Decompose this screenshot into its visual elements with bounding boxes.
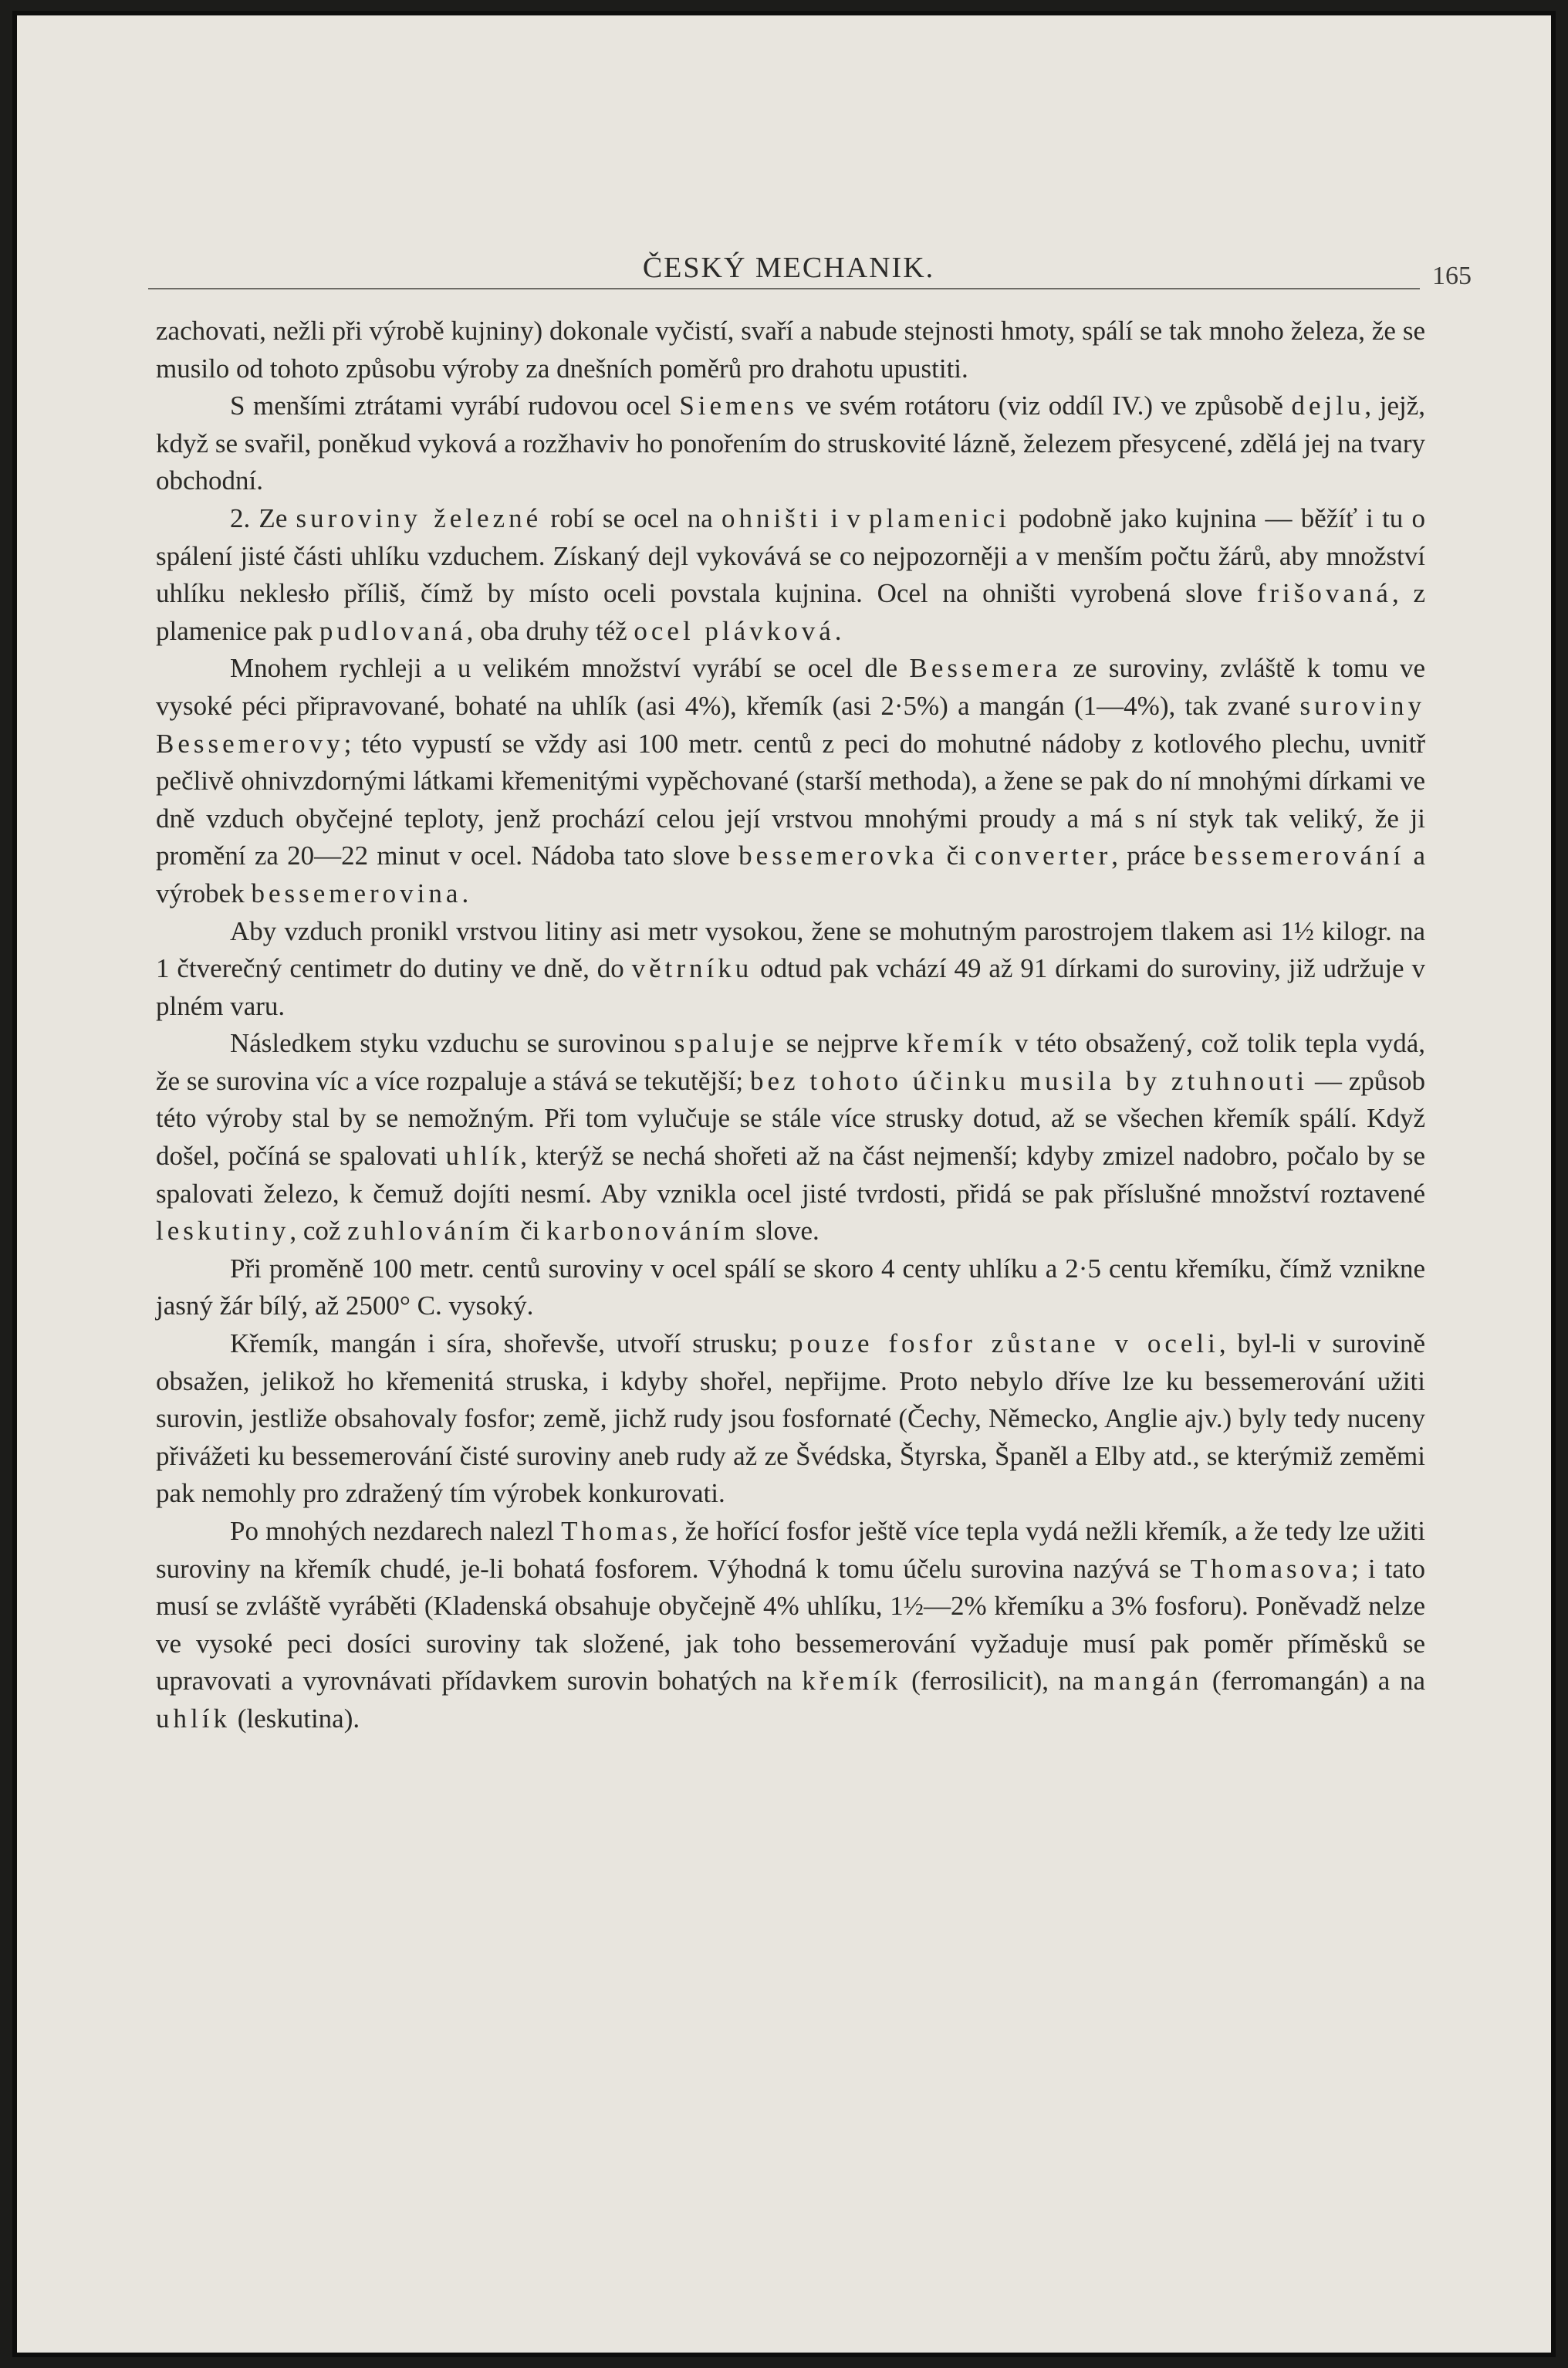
text-run: i v (822, 502, 870, 533)
text-run: . (834, 615, 842, 646)
emphasized-term: bessemerování (1194, 841, 1405, 871)
paragraph (156, 1025, 1425, 1250)
page-number: 165 (1432, 262, 1472, 290)
text-run: , že hořící fosfor ještě více tepla vydá nežli křemík, a že tedy lze užiti suroviny na křemík chudé, je-li bohatá fosforem. Výhodná k tomu účelu surovina nazývá se (156, 1516, 1425, 1584)
text-run: se nejprve (777, 1028, 907, 1059)
emphasized-term: zuhlováním (347, 1216, 514, 1247)
emphasized-term: pudlovaná (319, 615, 467, 646)
text-run: či (513, 1216, 547, 1247)
page-header (17, 251, 1560, 288)
emphasized-term: mangán (1093, 1666, 1203, 1697)
paragraph (156, 500, 1425, 650)
emphasized-term: křemík (802, 1666, 902, 1697)
paragraph (156, 1513, 1425, 1738)
paragraph (156, 313, 1425, 387)
body-text (156, 313, 1425, 1738)
emphasized-term: Siemens (679, 391, 798, 421)
emphasized-term: leskutiny (156, 1216, 290, 1247)
running-title: ČESKÝ MECHANIK. (642, 252, 935, 284)
emphasized-term: větrníku (631, 953, 753, 984)
text-run: , byl-li v surovině obsažen, jelikož ho křemenitá struska, i kdyby shořel, nepřijme. Proto nebylo dříve lze ku bessemerování užiti surovin, jestliže obsahovaly fosfor; země, jichž rudy jsou fosfornaté (Čechy, Německo, Anglie ajv.) byly tedy nuceny přivážeti ku bessemerování čisté suroviny aneb rudy až ze Švédska, Štyrska, Španěl a Elby atd., se kterýmiž zeměmi pak nemohly pro zdražený tím výrobek konkurovati. (156, 1328, 1425, 1509)
text-run: , oba druhy též (466, 615, 634, 646)
text-run: , z plamenice pak (156, 578, 1425, 646)
text-run: , kterýž se nechá shořeti až na část nejmenší; kdyby zmizel nadobro, počalo by se spalovati železo, k čemuž dojíti nesmí. Aby vznikla ocel jisté tvrdosti, přidá se pak příslušné množství roztavené (156, 1141, 1425, 1209)
book-page (12, 11, 1556, 2357)
emphasized-term: křemík (906, 1028, 1006, 1059)
paragraph (156, 913, 1425, 1026)
emphasized-term: bessemerovka (738, 841, 938, 871)
emphasized-term: suroviny Bessemerovy (156, 690, 1425, 759)
text-run: 2. Ze (230, 502, 296, 533)
emphasized-term: uhlík (156, 1703, 231, 1734)
emphasized-term: Bessemera (909, 653, 1062, 684)
text-run: , jejž, když se svařil, poněkud vyková a rozžhaviv ho ponořením do struskovité lázně, železem přesycené, zdělá jej na tvary obchodní. (156, 391, 1425, 496)
text-run: Mnohem rychleji a u velikém množství vyrábí se ocel dle (230, 653, 910, 684)
emphasized-term: pouze fosfor zůstane v oceli (789, 1328, 1219, 1359)
text-run: robí se ocel na (542, 502, 721, 533)
emphasized-term: suroviny železné (296, 502, 542, 533)
emphasized-term: dejlu (1291, 391, 1365, 421)
paragraph (156, 1250, 1425, 1325)
paragraph (156, 1325, 1425, 1513)
text-run: , což (289, 1216, 348, 1247)
text-run: Při proměně 100 metr. centů suroviny v ocel spálí se skoro 4 centy uhlíku a 2·5 centu křemíku, čímž vznikne jasný žár bílý, až 2500° C. vysoký. (156, 1253, 1425, 1321)
text-run: . (461, 878, 469, 908)
text-run: či (938, 841, 975, 871)
text-run: zachovati, nežli při výrobě kujniny) dokonale vyčistí, svaří a nabude stejnosti hmoty, spálí se tak mnoho železa, že se musilo od tohoto způsobu výroby za dnešních poměrů pro drahotu upustiti. (156, 316, 1425, 384)
text-run: a výrobek (156, 841, 1425, 908)
paragraph (156, 650, 1425, 912)
header-rule (148, 288, 1420, 289)
text-run: v této obsažený, což tolik tepla vydá, že se surovina víc a více rozpaluje a stává se tekutější; (156, 1028, 1425, 1096)
text-run: (ferrosilicit), na (901, 1666, 1094, 1697)
text-run: Aby vzduch pronikl vrstvou litiny asi metr vysokou, žene se mohutným parostrojem tlakem asi 1½ kilogr. na 1 čtverečný centimetr do dutiny ve dně, do (156, 915, 1425, 984)
emphasized-term: converter (975, 841, 1112, 871)
text-run: Po mnohých nezdarech nalezl (230, 1516, 562, 1546)
text-run: odtud pak vchází 49 až 91 dírkami do suroviny, již udržuje v plném varu. (156, 953, 1425, 1021)
emphasized-term: spaluje (674, 1028, 778, 1059)
emphasized-term: ohništi (721, 502, 823, 533)
paragraph (156, 387, 1425, 500)
text-run: slove. (749, 1216, 819, 1247)
emphasized-term: frišovaná (1256, 578, 1392, 609)
text-run: — způsob této výroby stal by se nemožným. Při tom vylučuje se stále více strusky dotud, až se všechen křemík spálí. Když došel, počíná se spalovati (156, 1065, 1426, 1172)
emphasized-term: uhlík (445, 1141, 521, 1172)
emphasized-term: Thomasova (1190, 1553, 1352, 1584)
text-run: (leskutina). (230, 1703, 360, 1734)
emphasized-term: ocel plávková (634, 615, 835, 646)
emphasized-term: plamenici (869, 502, 1011, 533)
text-run: S menšími ztrátami vyrábí rudovou ocel (230, 391, 680, 421)
emphasized-term: karbonováním (546, 1216, 749, 1247)
text-run: ; i tato musí se zvláště vyráběti (Kladenská obsahuje obyčejně 4% uhlíku, 1½—2% křemíku a 3% fosforu). Poněvadž nelze ve vysoké peci dosíci suroviny tak složené, jak toho bessemerování vyžaduje musí pak poměr příměsků se upravovati a vyrovnávati přídavkem surovin bohatých na (156, 1553, 1425, 1697)
text-run: podobně jako kujnina — běžíť i tu o spálení jisté části uhlíku vzduchem. Získaný dejl vykovává se co nejpozorněji a v menším počtu žárů, aby množství uhlíku neklesło příliš, čímž by místo oceli povstala kujnina. Ocel na ohništi vyrobená slove (156, 502, 1425, 609)
emphasized-term: bez tohoto účinku musila by ztuhnouti (749, 1065, 1309, 1096)
text-run: ve svém rotátoru (viz oddíl IV.) ve způsobě (797, 391, 1292, 421)
text-run: (ferromangán) a na (1202, 1666, 1425, 1697)
text-run: , práce (1111, 841, 1195, 871)
text-run: Křemík, mangán i síra, shořevše, utvoří strusku; (230, 1328, 789, 1359)
emphasized-term: Thomas (561, 1516, 671, 1546)
text-run: ze suroviny, zvláště k tomu ve vysoké péci připravované, bohaté na uhlík (asi 4%), křemík (asi 2·5%) a mangán (1—4%), tak zvané (156, 653, 1425, 721)
text-run: Následkem styku vzduchu se surovinou (230, 1028, 674, 1059)
emphasized-term: bessemerovina (251, 878, 462, 908)
text-run: ; této vypustí se vždy asi 100 metr. centů z peci do mohutné nádoby z kotlového plechu, uvnitř pečlivě ohnivzdornými látkami křemenitými vypěchované (starší methoda), a žene se pak do ní mnohými dírkami ve dně vzduch obyčejné teploty, jenž prochází celou její vrstvou mnohými proudy a má s ní styk tak veliký, že ji promění za 20—22 minut v ocel. Nádoba tato slove (156, 728, 1425, 871)
